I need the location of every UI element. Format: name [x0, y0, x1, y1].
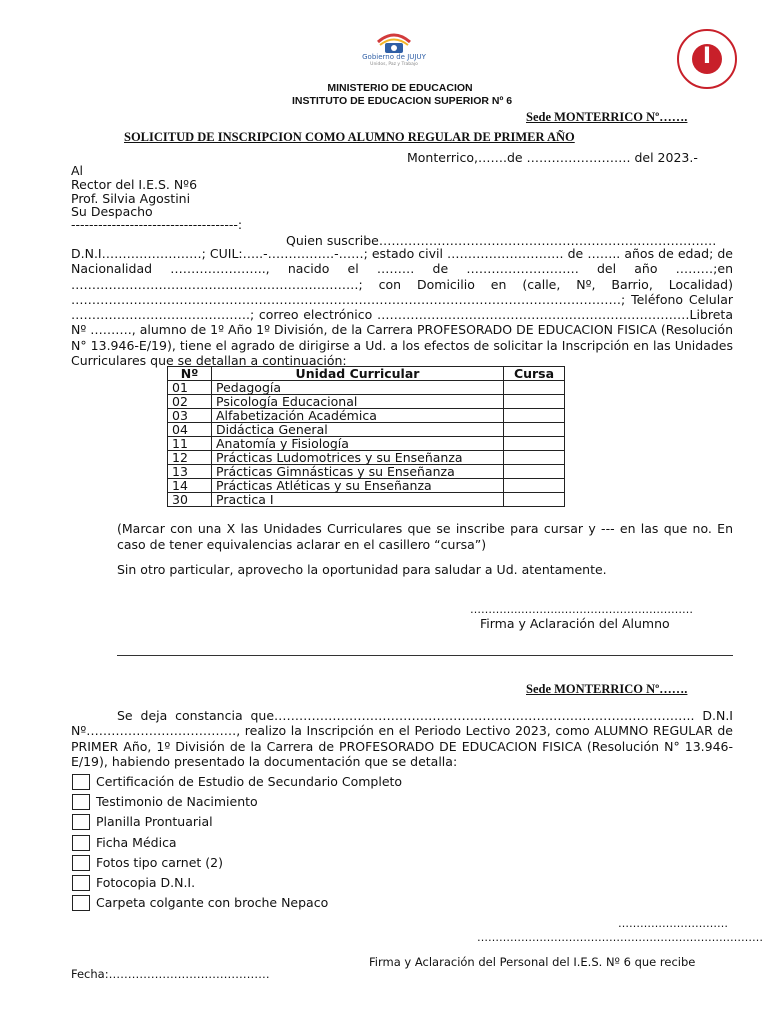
- unit-cursa-cell[interactable]: [504, 381, 565, 395]
- checklist-checkbox[interactable]: [72, 794, 90, 810]
- unit-number: 04: [168, 423, 212, 437]
- unit-cursa-cell[interactable]: [504, 423, 565, 437]
- table-row: [168, 423, 565, 437]
- unit-name: Prácticas Ludomotrices y su Enseñanza: [212, 451, 504, 465]
- table-body: [168, 381, 565, 507]
- unit-name: Practica I: [212, 493, 504, 507]
- table-row: [168, 465, 565, 479]
- sede-label: Sede MONTERRICO Nº…….: [526, 110, 688, 124]
- unit-name: Psicología Educacional: [212, 395, 504, 409]
- checklist-checkbox[interactable]: [72, 855, 90, 871]
- checklist-label: Ficha Médica: [96, 834, 177, 850]
- receipt-sede-label: Sede MONTERRICO Nº…….: [526, 682, 688, 696]
- unit-cursa-cell[interactable]: [504, 409, 565, 423]
- closing-sentence: Sin otro particular, aprovecho la oportunidad para saludar a Ud. atentamente.: [117, 562, 607, 577]
- staff-dots-1: …………………………: [618, 917, 728, 930]
- institute-seal: [676, 28, 738, 90]
- unit-name: Didáctica General: [212, 423, 504, 437]
- table-row: [168, 437, 565, 451]
- unit-cursa-cell[interactable]: [504, 465, 565, 479]
- seal-letter: I: [702, 44, 712, 69]
- unit-name: Prácticas Atléticas y su Enseñanza: [212, 479, 504, 493]
- checklist-checkbox[interactable]: [72, 895, 90, 911]
- table-row: [168, 395, 565, 409]
- unit-cursa-cell[interactable]: [504, 493, 565, 507]
- table-row: [168, 451, 565, 465]
- fecha-line: Fecha:……………………………………: [71, 967, 270, 981]
- marking-instructions: (Marcar con una X las Unidades Curriculares que se inscribe para cursar y --- en las que no. En caso de tener equivalencias aclarar en el casillero “cursa”): [117, 521, 733, 552]
- ministry-heading: MINISTERIO DE EDUCACION: [327, 82, 473, 94]
- recipient-al: Al: [71, 163, 84, 178]
- body-intro: Quien suscribe………………………………………………………………………: [286, 233, 717, 248]
- unit-number: 30: [168, 493, 212, 507]
- checklist-checkbox[interactable]: [72, 814, 90, 830]
- unit-name: Pedagogía: [212, 381, 504, 395]
- table-row: [168, 409, 565, 423]
- checklist-label: Certificación de Estudio de Secundario Completo: [96, 774, 403, 789]
- table-row: [168, 479, 565, 493]
- table-row: [168, 493, 565, 507]
- col-number-header: Nº: [168, 367, 212, 381]
- student-signature-label: Firma y Aclaración del Alumno: [480, 616, 670, 631]
- checklist-checkbox[interactable]: [72, 774, 90, 790]
- unit-cursa-cell[interactable]: [504, 395, 565, 409]
- checklist-label: Testimonio de Nacimiento: [96, 794, 258, 810]
- unit-name: Anatomía y Fisiología: [212, 437, 504, 451]
- checklist-label: Planilla Prontuarial: [96, 814, 213, 830]
- recipient-despacho: Su Despacho: [71, 204, 153, 219]
- recipient-rector: Rector del I.E.S. Nº6: [71, 177, 198, 192]
- unit-number: 12: [168, 451, 212, 465]
- checklist-label: Fotocopia D.N.I.: [96, 875, 196, 890]
- recipient-dashes: -------------------------------------:: [71, 217, 243, 232]
- checklist-label: Fotos tipo carnet (2): [96, 854, 224, 870]
- unit-cursa-cell[interactable]: [504, 479, 565, 493]
- unit-cursa-cell[interactable]: [504, 451, 565, 465]
- date-line: Monterrico,…….de ……………………. del 2023.-: [407, 150, 698, 165]
- table-row: [168, 381, 565, 395]
- unit-number: 11: [168, 437, 212, 451]
- unit-number: 02: [168, 395, 212, 409]
- checklist-checkbox[interactable]: [72, 835, 90, 851]
- unit-name: Alfabetización Académica: [212, 409, 504, 423]
- logo-subtext: Unidos, Paz y Trabajo: [370, 62, 418, 67]
- col-cursa-header: Cursa: [504, 367, 565, 381]
- student-signature-line: …………..………..………………………………: [470, 603, 693, 616]
- staff-signature-label: Firma y Aclaración del Personal del I.E.S. Nº 6 que recibe: [369, 955, 696, 969]
- staff-dots-2: ……………………………………………………………………: [477, 931, 763, 944]
- cut-divider: [117, 655, 733, 656]
- unit-cursa-cell[interactable]: [504, 437, 565, 451]
- unit-number: 03: [168, 409, 212, 423]
- unit-name: Prácticas Gimnásticas y su Enseñanza: [212, 465, 504, 479]
- checklist-label: Carpeta colgante con broche Nepaco: [96, 895, 329, 911]
- unit-number: 13: [168, 465, 212, 479]
- unit-number: 01: [168, 381, 212, 395]
- receipt-paragraph: Se deja constancia que……………………………………………………………………………………….. D.N.I Nº………………………………, realizo la Inscripción en el Periodo Lectivo 2023, como ALUMNO REGULAR de PRIMER Año, 1º División de la Carrera de PROFESORADO DE EDUCACION FISICA (Resolución N° 13.946-E/19), habiendo presentado la documentación que se detalla:: [71, 708, 733, 769]
- recipient-name: Prof. Silvia Agostini: [71, 191, 191, 206]
- unit-number: 14: [168, 479, 212, 493]
- body-paragraph: D.N.I……………………; CUIL:…..-…………….-……; estado civil ………………………. de …….. años de edad; de Nacionalidad ………………….., nacido el ……… de ……………………… del año ………;en ……………………………………………………………; con Domicilio en (calle, Nº, Barrio, Localidad) ……………………………………………………………………………………………………………………; Teléfono Celular …………………………………….; correo electrónico …………………………………………………………………Libreta Nº ………., alumno de 1º Año 1º División, de la Carrera PROFESORADO DE EDUCACION FISICA (Resolución N° 13.946-E/19), tiene el agrado de dirigirse a Ud. a los efectos de solicitar la Inscripción en las Unidades Curriculares que se detallan a continuación:: [71, 246, 733, 369]
- form-title: SOLICITUD DE INSCRIPCION COMO ALUMNO REGULAR DE PRIMER AÑO: [124, 130, 575, 144]
- institute-heading: INSTITUTO DE EDUCACION SUPERIOR Nº 6: [291, 95, 513, 107]
- col-unit-header: Unidad Curricular: [212, 367, 504, 381]
- checklist-checkbox[interactable]: [72, 875, 90, 891]
- gobierno-jujuy-logo: [358, 28, 430, 70]
- logo-text: Gobierno de JUJUY: [362, 53, 426, 61]
- curricular-units-table: [167, 366, 565, 507]
